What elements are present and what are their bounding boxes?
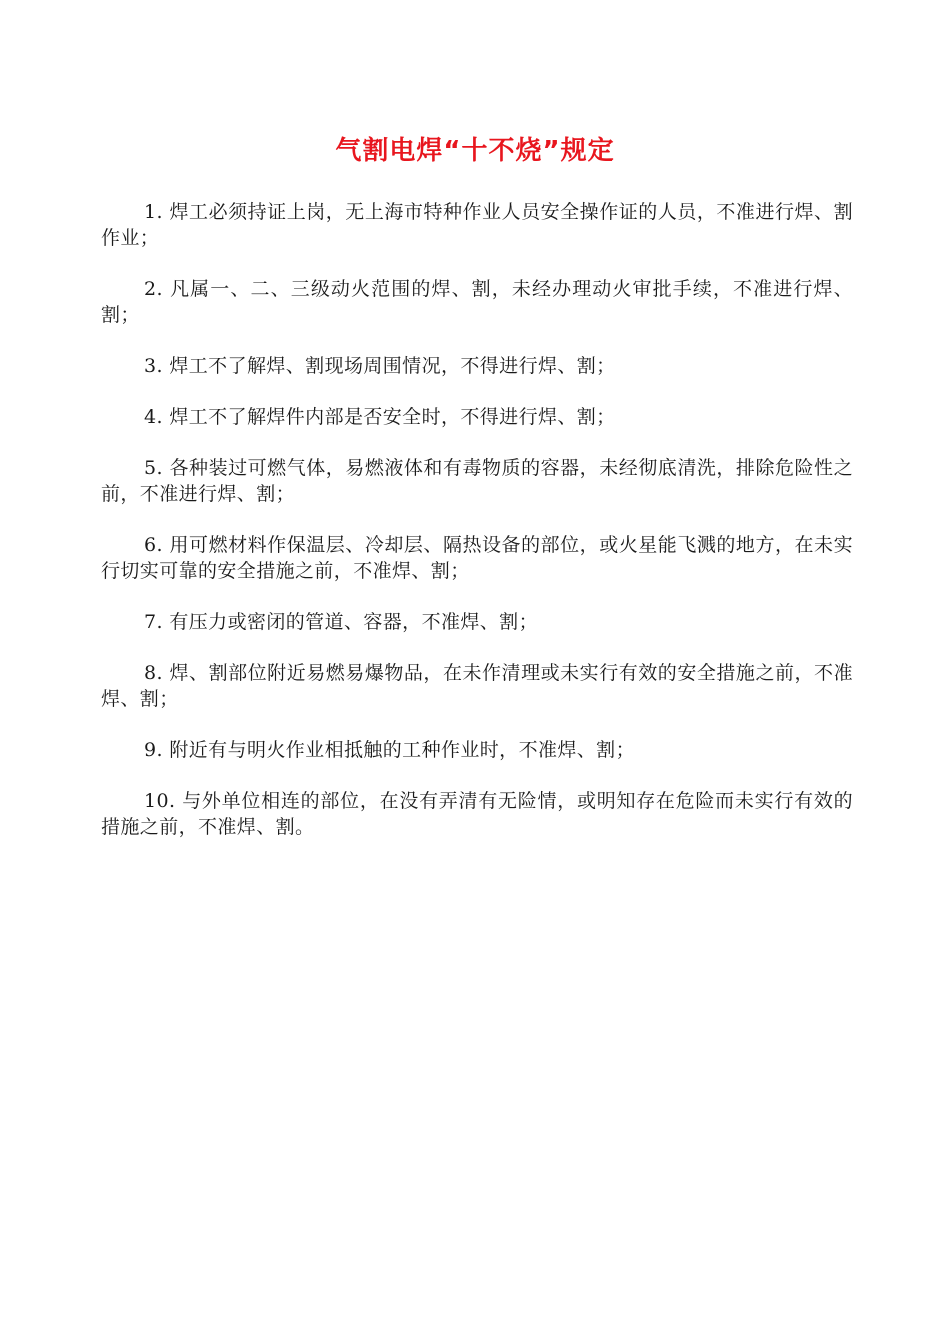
rule-item-3: 3. 焊工不了解焊、割现场周围情况，不得进行焊、割； xyxy=(144,355,616,377)
rule-item-9: 9. 附近有与明火作业相抵触的工种作业时，不准焊、割； xyxy=(144,739,635,761)
rules-list xyxy=(101,199,853,865)
rule-item-4: 4. 焊工不了解焊件内部是否安全时，不得进行焊、割； xyxy=(144,406,616,428)
rule-item-8: 8. 焊、割部位附近易燃易爆物品，在未作清理或未实行有效的安全措施之前，不准焊、割； xyxy=(101,662,853,710)
rule-item-2: 2. 凡属一、二、三级动火范围的焊、割，未经办理动火审批手续，不准进行焊、割； xyxy=(101,278,853,326)
rule-item-10: 10. 与外单位相连的部位，在没有弄清有无险情，或明知存在危险而未实行有效的措施之前，不准焊、割。 xyxy=(101,790,853,838)
rule-item-5: 5. 各种装过可燃气体，易燃液体和有毒物质的容器，未经彻底清洗，排除危险性之前，不准进行焊、割； xyxy=(101,457,853,505)
rule-item-7: 7. 有压力或密闭的管道、容器，不准焊、割； xyxy=(144,611,538,633)
rule-item-6: 6. 用可燃材料作保温层、冷却层、隔热设备的部位，或火星能飞溅的地方，在未实行切实可靠的安全措施之前，不准焊、割； xyxy=(101,534,853,582)
document-title: 气割电焊“十不烧”规定 xyxy=(335,136,615,166)
rule-item-1: 1. 焊工必须持证上岗，无上海市特种作业人员安全操作证的人员，不准进行焊、割作业； xyxy=(101,201,853,249)
